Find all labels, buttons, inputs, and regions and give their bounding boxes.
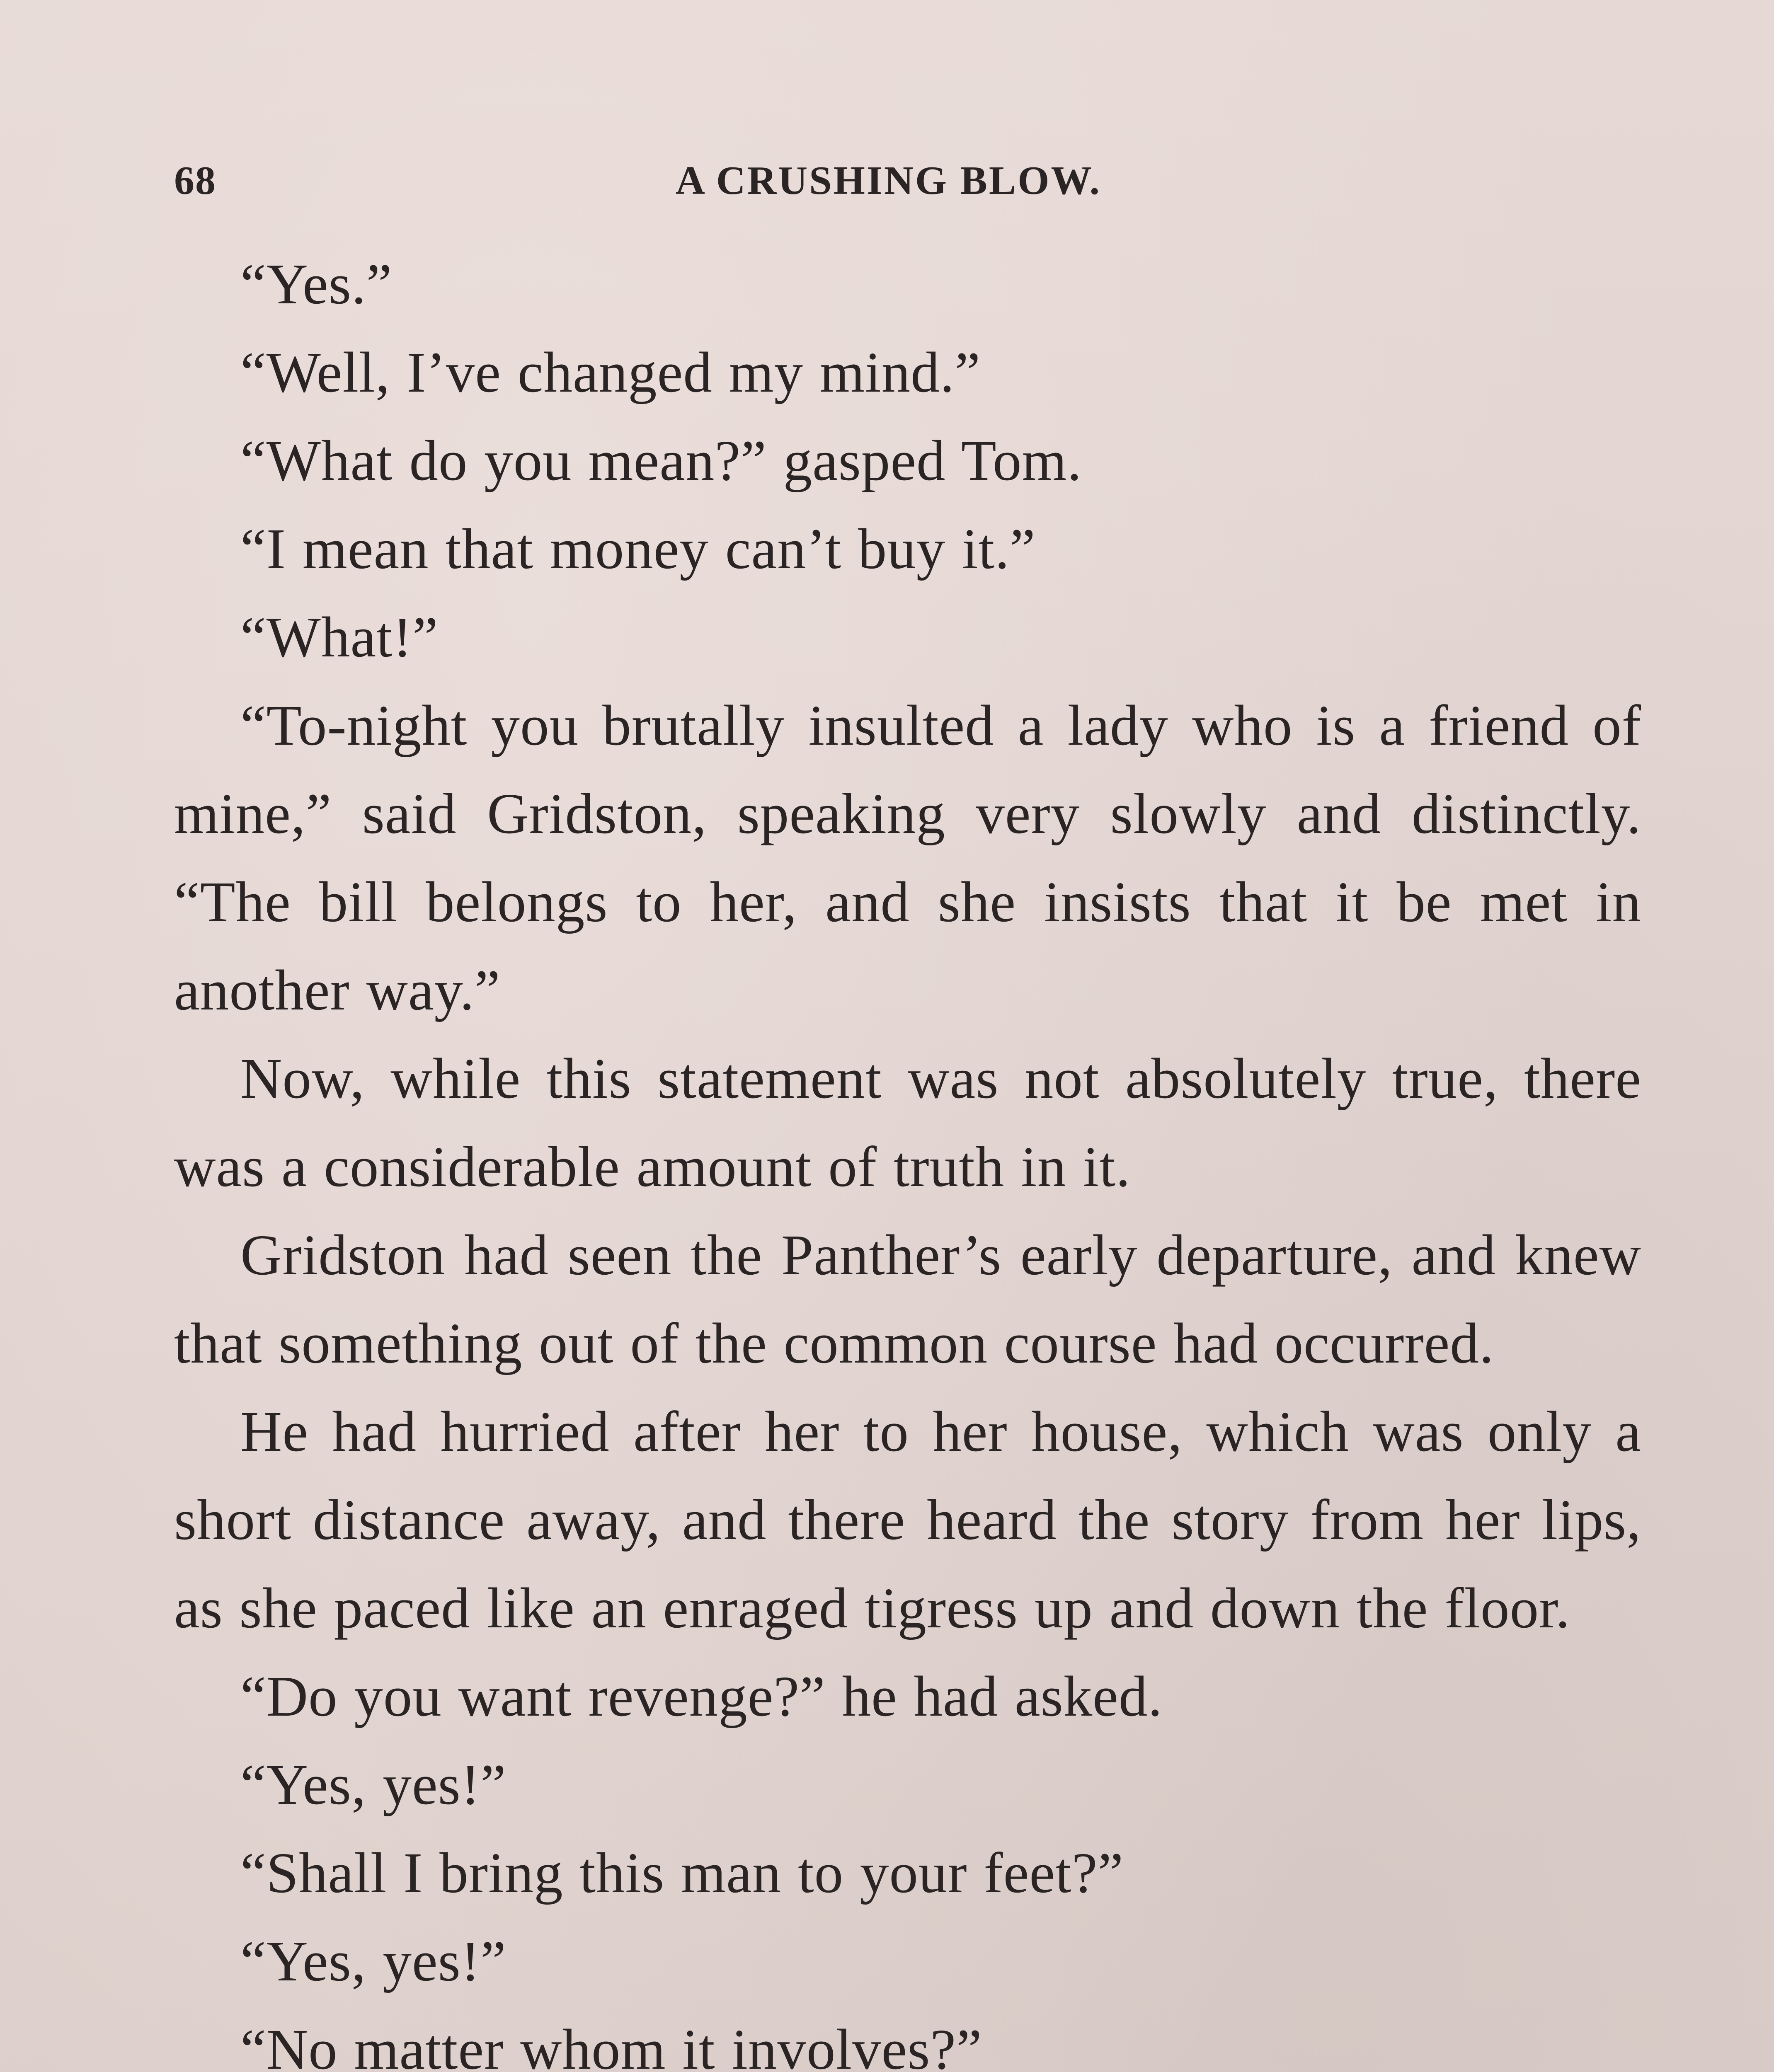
paragraph: “What do you mean?” gasped Tom. bbox=[240, 429, 1082, 493]
running-head: A CRUSHING BLOW. bbox=[676, 158, 1102, 203]
paragraph: “To-night you brutally insulted a lady who is a friend of mine,” said Gridston, speaking very slowly and distinctly. “The bill belongs to her, and she insists that it be met in another way.” bbox=[174, 694, 1641, 1022]
paragraph: “What!” bbox=[240, 605, 439, 669]
paragraph: Now, while this statement was not absolutely true, there was a considerable amount of truth in it. bbox=[174, 1047, 1641, 1199]
paragraph: Gridston had seen the Panther’s early departure, and knew that something out of the common course had occurred. bbox=[174, 1223, 1641, 1375]
page-header bbox=[174, 157, 1641, 224]
page-number: 68 bbox=[174, 158, 216, 203]
paragraph: “No matter whom it involves?” bbox=[240, 2018, 982, 2072]
paragraph: “Yes, yes!” bbox=[240, 1753, 507, 1817]
body-text bbox=[174, 240, 1641, 2072]
paragraph: He had hurried after her to her house, which was only a short distance away, and there heard the story from her lips, as she paced like an enraged tigress up and down the floor. bbox=[174, 1400, 1641, 1640]
paragraph: “Yes.” bbox=[240, 252, 393, 316]
paragraph: “I mean that money can’t buy it.” bbox=[240, 517, 1036, 581]
paragraph: “Do you want revenge?” he had asked. bbox=[240, 1665, 1163, 1728]
paragraph: “Shall I bring this man to your feet?” bbox=[240, 1841, 1124, 1905]
paragraph: “Yes, yes!” bbox=[240, 1929, 507, 1993]
paragraph: “Well, I’ve changed my mind.” bbox=[240, 341, 981, 404]
